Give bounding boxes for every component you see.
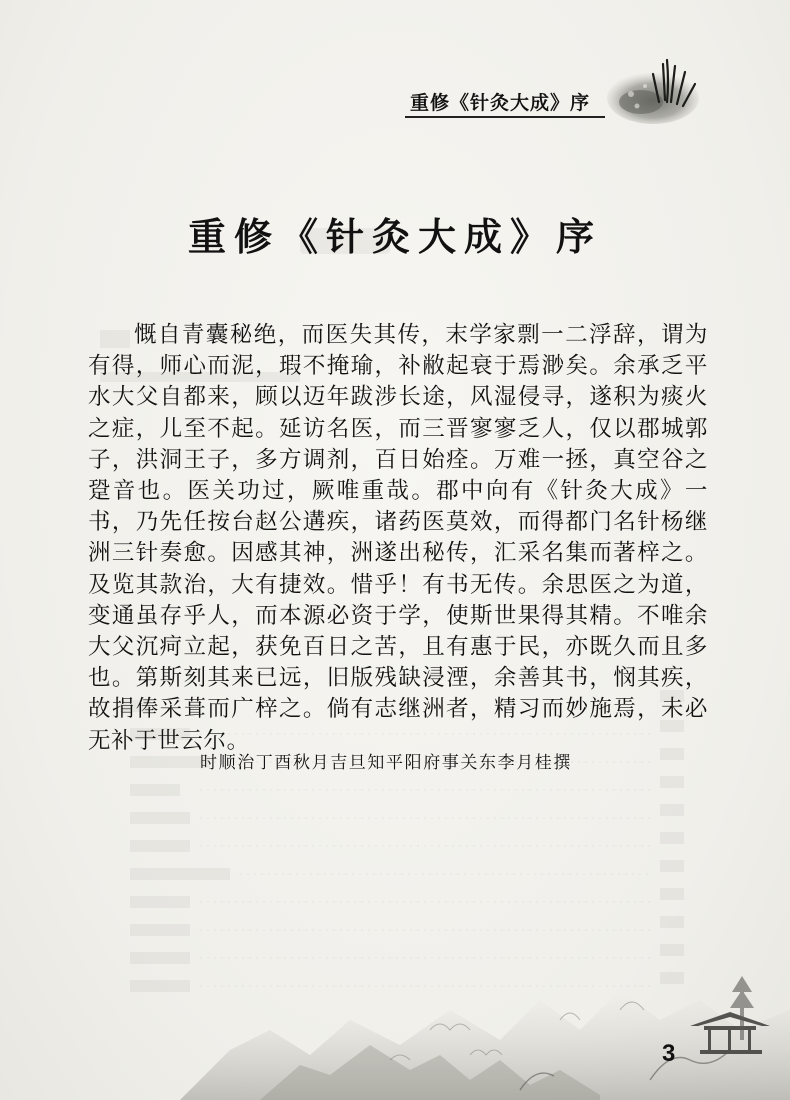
author-signature-line: 时顺治丁酉秋月吉旦知平阳府事关东李月桂撰 [200, 753, 572, 773]
ink-wash-grass-icon [605, 56, 705, 128]
page-number: 3 [662, 1040, 676, 1067]
running-header-title: 重修《针灸大成》序 [410, 92, 591, 114]
header-rule [405, 116, 605, 118]
preface-body-paragraph: 慨自青囊秘绝，而医失其传，末学家剽一二浮辞，谓为有得，师心而泥，瑕不掩瑜，补敝起衰于焉渺矣。余承乏平水大父自都来，顾以迈年跋涉长途，风湿侵寻，遂积为痰火之症，儿至不起。延访名医，而三晋寥寥乏人，仅以郡城郭子，洪洞王子，多方调剂，百日始痊。万难一拯，真空谷之跫音也。医关功过，厥唯重哉。郡中向有《针灸大成》一书，乃先任按台赵公遘疾，诸药医莫效，而得都门名针杨继洲三针奏愈。因感其神，洲遂出秘传，汇采名集而著梓之。及览其款治，大有捷效。惜乎！有书无传。余思医之为道，变通虽存乎人，而本源必资于学，使斯世果得其精。不唯余大父沉疴立起，获免百日之苦，且有惠于民，亦既久而且多也。第斯刻其来已远，旧版残缺浸湮，余善其书，悯其疾，故捐俸采葺而广梓之。倘有志继洲者，精习而妙施焉，未必无补于世云尔。 [88, 322, 708, 754]
page-title: 重修《针灸大成》序 [187, 215, 602, 259]
